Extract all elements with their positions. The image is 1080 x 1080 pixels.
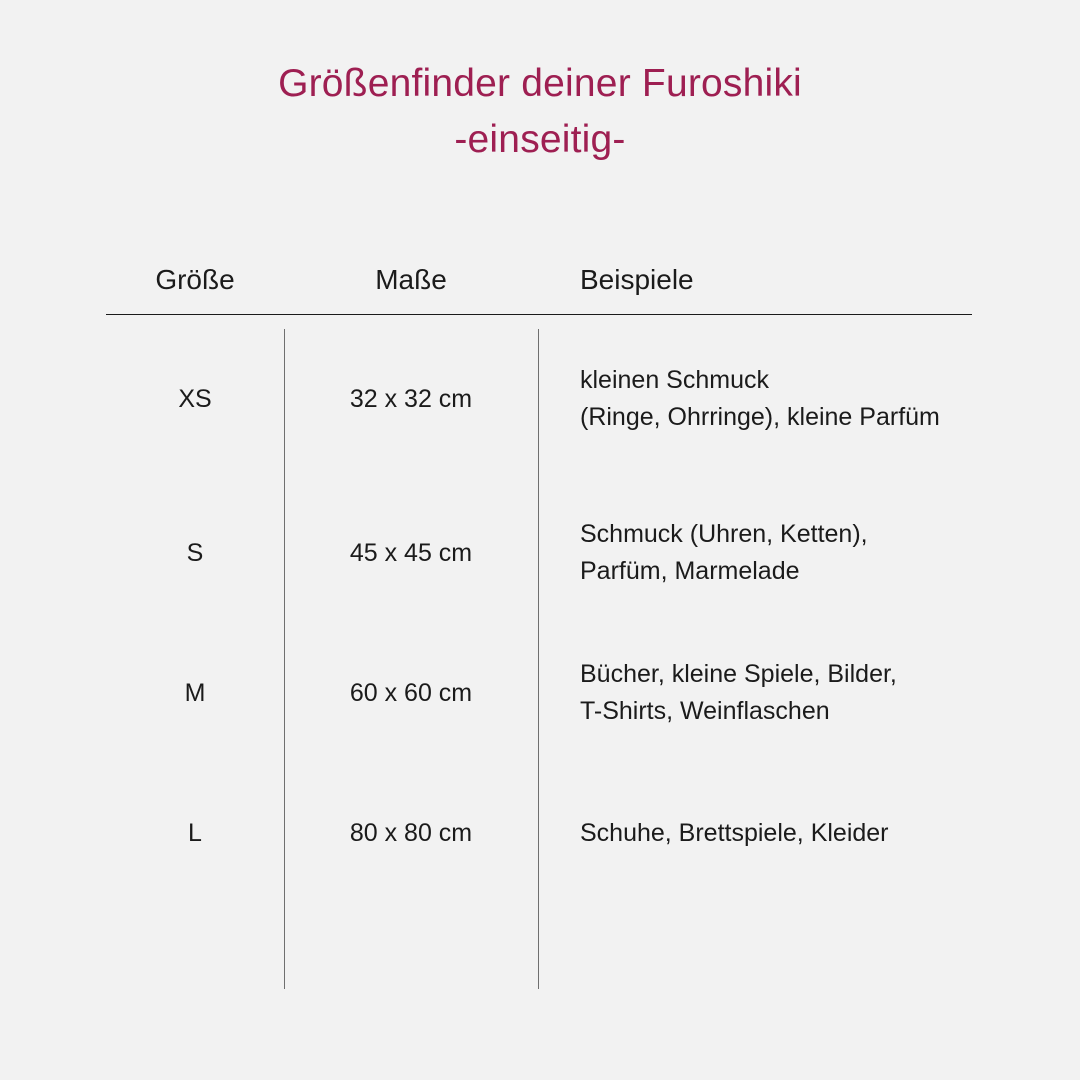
title-line-1: Größenfinder deiner Furoshiki: [278, 62, 802, 105]
table-row: [106, 623, 972, 763]
page-title: [0, 56, 1080, 168]
column-separator-1: [284, 329, 285, 989]
cell-examples-m-line1: Bücher, kleine Spiele, Bilder,: [580, 660, 897, 688]
size-table: [106, 246, 972, 903]
table-body: [106, 315, 972, 903]
cell-examples-s-line1: Schmuck (Uhren, Ketten),: [580, 520, 868, 548]
cell-examples-l: [538, 815, 972, 852]
cell-dimensions-l: 80 x 80 cm: [349, 818, 473, 847]
title-line-2: -einseitig-: [454, 118, 626, 161]
table-row: [106, 315, 972, 483]
cell-size-m: M: [184, 678, 206, 707]
cell-examples-xs-line2: (Ringe, Ohrringe), kleine Parfüm: [580, 403, 940, 431]
cell-examples-xs-line1: kleinen Schmuck: [580, 366, 769, 394]
column-separator-2: [538, 329, 539, 989]
table-row: [106, 763, 972, 903]
cell-examples-m: [538, 656, 972, 730]
cell-size-xs: XS: [178, 384, 212, 413]
cell-examples-xs: [538, 362, 972, 436]
cell-examples-s-line2: Parfüm, Marmelade: [580, 557, 800, 585]
table-row: [106, 483, 972, 623]
cell-dimensions-s: 45 x 45 cm: [349, 538, 473, 567]
cell-size-l: L: [188, 818, 202, 847]
column-header-size: Größe: [155, 264, 235, 295]
cell-examples-l-line1: Schuhe, Brettspiele, Kleider: [580, 818, 889, 847]
cell-size-s: S: [186, 538, 204, 567]
cell-dimensions-m: 60 x 60 cm: [349, 678, 473, 707]
cell-dimensions-xs: 32 x 32 cm: [349, 384, 473, 413]
table-header-row: [106, 246, 972, 314]
cell-examples-m-line2: T-Shirts, Weinflaschen: [580, 697, 830, 725]
column-header-dimensions: Maße: [375, 264, 447, 295]
cell-examples-s: [538, 516, 972, 590]
column-header-examples: Beispiele: [580, 264, 694, 295]
